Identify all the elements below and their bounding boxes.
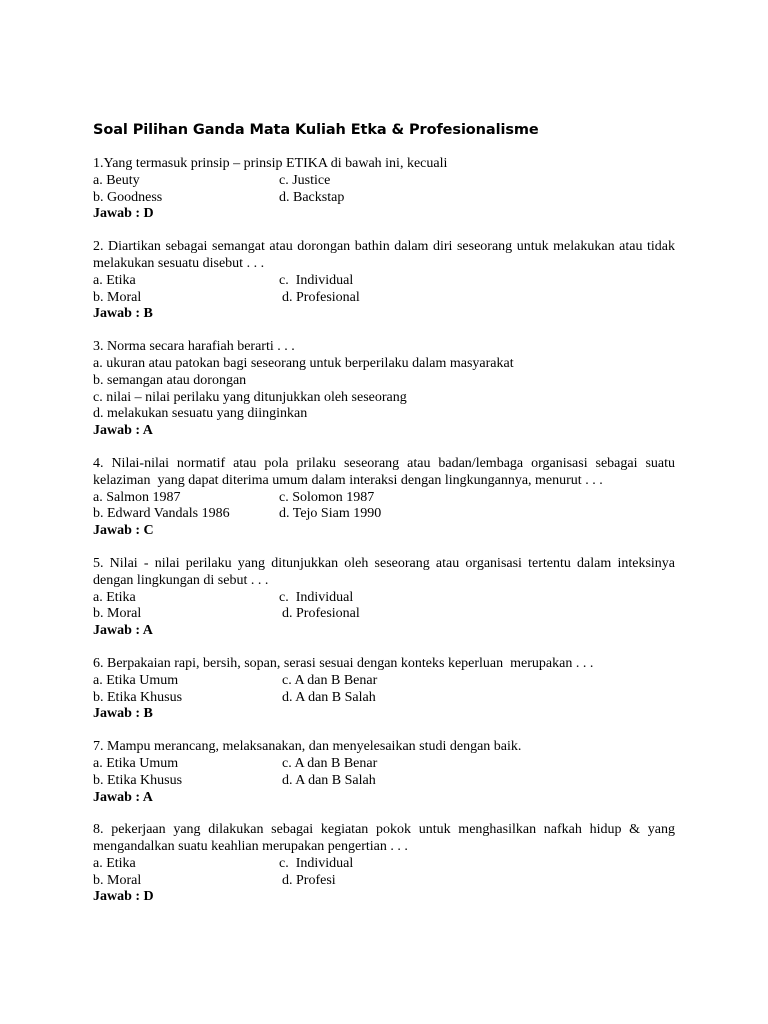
option-d: d. A dan B Salah [282,689,376,705]
answer-label: Jawab : C [93,523,154,539]
question-6 [93,656,675,723]
option-c: c. A dan B Benar [282,755,378,771]
question-text: 1.Yang termasuk prinsip – prinsip ETIKA di bawah ini, kecuali [93,156,448,171]
option-a: a. Etika [93,589,136,605]
option-b: b. semangan atau dorongan [93,372,247,388]
question-text: 4. Nilai-nilai normatif atau pola prilaku seseorang atau badan/lembaga organisasi sebagai suatu kelaziman yang dapat diterima umum dalam interaksi dengan lingkungannya, menurut . . . [93,455,679,488]
option-a: a. Etika [93,855,136,871]
option-b: b. Etika Khusus [93,772,183,788]
options-grid [93,273,675,307]
option-b: b. Etika Khusus [93,689,183,705]
option-d: d. melakukan sesuatu yang diinginkan [93,406,308,422]
question-4 [93,455,679,540]
option-d: d. Backstap [279,189,345,205]
option-a: a. Etika Umum [93,755,179,771]
option-a: a. Etika [93,272,136,288]
question-5 [93,556,675,640]
question-8 [93,822,675,906]
option-c: c. Solomon 1987 [279,489,375,505]
option-d: d. A dan B Salah [282,772,376,788]
answer-label: Jawab : A [93,789,153,805]
question-text: 6. Berpakaian rapi, bersih, sopan, serasi sesuai dengan konteks keperluan merupakan . . . [93,655,594,671]
option-b: b. Moral [93,606,142,622]
question-text: 7. Mampu merancang, melaksanakan, dan menyelesaikan studi dengan baik. [93,739,522,755]
options-grid [93,173,675,207]
option-c: c. Individual [279,272,354,288]
question-3 [93,339,675,440]
option-a: a. ukuran atau patokan bagi seseorang untuk berperilaku dalam masyarakat [93,355,514,371]
option-b: b. Goodness [93,189,163,205]
answer-label: Jawab : D [93,206,154,222]
options-grid [93,856,675,890]
options-grid [93,756,675,790]
option-a: a. Beuty [93,172,140,188]
question-2 [93,239,675,323]
option-c: c. Individual [279,589,354,605]
answer-label: Jawab : D [93,889,154,905]
options-grid [93,673,675,707]
question-7 [93,739,675,806]
answer-label: Jawab : B [93,306,153,322]
question-text: 8. pekerjaan yang dilakukan sebagai kegiatan pokok untuk menghasilkan nafkah hidup & yang mengandalkan suatu keahlian merupakan pengertian . . . [93,822,675,855]
document-title: Soal Pilihan Ganda Mata Kuliah Etka & Profesionalisme [93,122,539,138]
option-d: d. Profesi [282,872,336,888]
option-b: b. Moral [93,289,142,305]
options-grid [93,590,675,624]
option-d: d. Tejo Siam 1990 [279,506,382,522]
answer-label: Jawab : B [93,706,153,722]
option-c: c. nilai – nilai perilaku yang ditunjukkan oleh seseorang [93,389,407,405]
option-c: c. A dan B Benar [282,672,378,688]
question-text: 2. Diartikan sebagai semangat atau dorongan bathin dalam diri seseorang untuk melakukan atau tidak melakukan sesuatu disebut . . . [93,239,675,271]
option-d: d. Profesional [282,289,360,305]
option-d: d. Profesional [282,606,360,622]
question-text: 3. Norma secara harafiah berarti . . . [93,339,295,355]
option-b: b. Edward Vandals 1986 [93,506,230,522]
answer-label: Jawab : A [93,623,153,639]
question-text: 5. Nilai - nilai perilaku yang ditunjukkan oleh seseorang atau organisasi tertentu dalam inteksinya dengan lingkungan di sebut . . . [93,555,675,588]
options-grid [93,490,675,524]
option-b: b. Moral [93,872,142,888]
option-c: c. Justice [279,172,331,188]
option-a: a. Etika Umum [93,672,179,688]
answer-label: Jawab : A [93,423,153,439]
document-page [93,120,679,922]
option-c: c. Individual [279,855,354,871]
question-1 [93,156,675,223]
option-a: a. Salmon 1987 [93,489,181,505]
